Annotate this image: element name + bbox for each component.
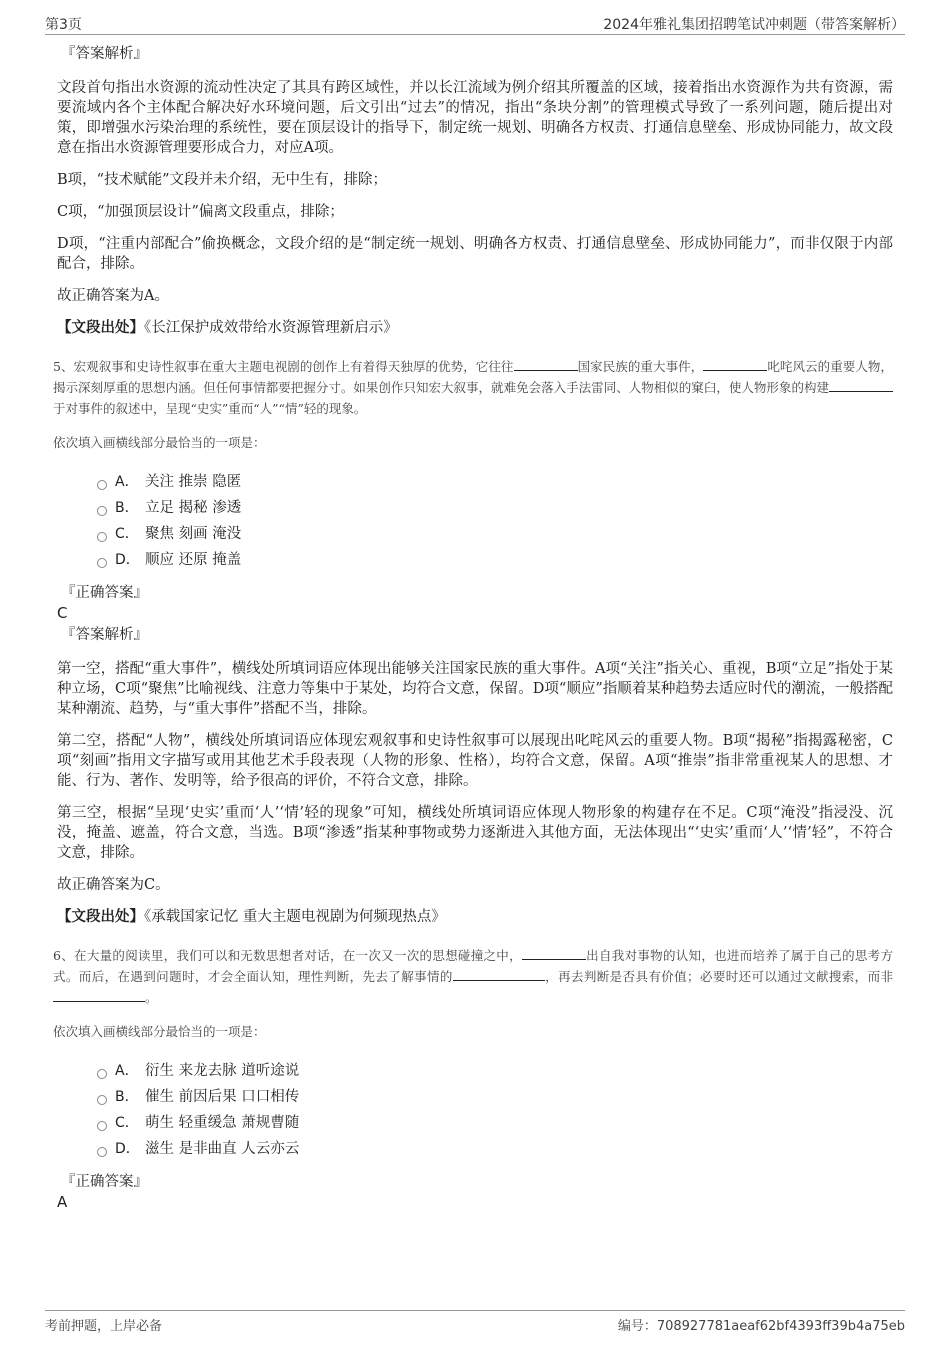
radio-icon[interactable] [97,558,107,568]
q6-options [97,1058,893,1162]
radio-icon[interactable] [97,532,107,542]
fill-blank [829,379,893,392]
correct-answer-label: 『正确答案』 [61,585,148,601]
source-tag: 【文段出处】 [57,319,144,336]
radio-icon[interactable] [97,506,107,516]
radio-icon[interactable] [97,1147,107,1157]
document-title: 2024年雅礼集团招聘笔试冲刺题（带答案解析） [603,17,905,33]
analysis-paragraph: C项，“加强顶层设计”偏离文段重点，排除； [57,204,344,220]
option-b[interactable]: B． 催生 前因后果 口口相传 [97,1084,893,1110]
page-footer [45,1310,905,1339]
source-title: 《长江保护成效带给水资源管理新启示》 [144,320,398,336]
radio-icon[interactable] [97,480,107,490]
page-header [45,14,905,35]
fill-blank [453,968,545,981]
q5-options [97,469,893,573]
option-d[interactable]: D． 顺应 还原 掩盖 [97,547,893,573]
analysis-conclusion: 故正确答案为C。 [57,877,170,893]
analysis-paragraph: B项，“技术赋能”文段并未介绍，无中生有，排除； [57,172,387,188]
analysis-paragraph: 第一空，搭配“重大事件”，横线处所填词语应体现出能够关注国家民族的重大事件。A项“关注”指关心、重视，B项“立足”指处于某种立场，C项“聚焦”比喻视线、注意力等集中于某处，均符合文意，保留。D项“顺应”指顺着某种趋势去适应时代的潮流，一般搭配某种潮流、趋势，与“重大事件”搭配不当，排除。 [57,661,893,717]
question-prompt: 依次填入画横线部分最恰当的一项是： [53,1024,266,1039]
question-5-stem: 5、宏观叙事和史诗性叙事在重大主题电视剧的创作上有着得天独厚的优势，它往往 国家民族的重大事件， 叱咤风云的重要人物，揭示深刻厚重的思想内涵。但任何事情都要把握分寸。如果创作只知宏大叙事，就难免会落入手法雷同、人物相似的窠臼，使人物形象的构建于对事件的叙述中，呈现“史实”重而“人”“情”轻的现象。 [53,359,893,416]
analysis-label: 『答案解析』 [61,46,148,62]
radio-icon[interactable] [97,1069,107,1079]
option-a[interactable]: A． 衍生 来龙去脉 道听途说 [97,1058,893,1084]
question-prompt: 依次填入画横线部分最恰当的一项是： [53,435,266,450]
radio-icon[interactable] [97,1095,107,1105]
source-tag: 【文段出处】 [57,908,144,925]
source-citation [57,907,893,927]
analysis-paragraph: 文段首句指出水资源的流动性决定了其具有跨区域性，并以长江流域为例介绍其所覆盖的区域，接着指出水资源作为共有资源，需要流域内各个主体配合解决好水环境问题，后文引出“过去”的情况，指出“条块分割”的管理模式导致了一系列问题，随后提出对策，即增强水污染治理的系统性，要在顶层设计的指导下，制定统一规划、明确各方权责、打通信息壁垒、形成协同能力，故文段意在指出水资源管理要形成合力，对应A项。 [57,80,893,156]
radio-icon[interactable] [97,1121,107,1131]
fill-blank [53,989,145,1002]
document-id: 编号：708927781aeaf62bf4393ff39b4a75eb [617,1319,905,1334]
option-b[interactable]: B． 立足 揭秘 渗透 [97,495,893,521]
option-c[interactable]: C． 聚焦 刻画 淹没 [97,521,893,547]
page-content [53,44,893,1214]
option-d[interactable]: D． 滋生 是非曲直 人云亦云 [97,1136,893,1162]
page-number: 第3页 [45,17,82,33]
correct-answer: C [57,604,68,622]
source-title: 《承载国家记忆 重大主题电视剧为何频现热点》 [144,909,446,925]
footer-slogan: 考前押题，上岸必备 [45,1319,163,1334]
option-a[interactable]: A． 关注 推崇 隐匿 [97,469,893,495]
option-c[interactable]: C． 萌生 轻重缓急 萧规曹随 [97,1110,893,1136]
fill-blank [703,358,767,371]
analysis-paragraph: 第三空，根据“呈现‘史实’重而‘人’‘情’轻的现象”可知，横线处所填词语应体现人物形象的构建存在不足。C项“淹没”指浸没、沉没，掩盖、遮盖，符合文意，当选。B项“渗透”指某种事物或势力逐渐进入其他方面，无法体现出“‘史实’重而‘人’‘情’轻”，不符合文意，排除。 [57,805,893,861]
fill-blank [522,947,586,960]
analysis-paragraph: 第二空，搭配“人物”，横线处所填词语应体现宏观叙事和史诗性叙事可以展现出叱咤风云的重要人物。B项“揭秘”指揭露秘密，C项“刻画”指用文字描写或用其他艺术手段表现（人物的形象、性格），均符合文意，保留。A项“推崇”指非常重视某人的思想、才能、行为、著作、发明等，给予很高的评价，不符合文意，排除。 [57,733,893,789]
question-6-stem: 6、在大量的阅读里，我们可以和无数思想者对话，在一次又一次的思想碰撞之中， 出自我对事物的认知，也进而培养了属于自己的思考方式。而后，在遇到问题时，才会全面认知，理性判断，先去了解事情的 ，再去判断是否具有价值；必要时还可以通过文献搜索，而非。 [53,948,893,1005]
analysis-paragraph: D项，“注重内部配合”偷换概念，文段介绍的是“制定统一规划、明确各方权责、打通信息壁垒、形成协同能力”，而非仅限于内部配合，排除。 [57,236,893,272]
fill-blank [514,358,578,371]
source-citation [57,318,893,338]
analysis-label: 『答案解析』 [61,627,148,643]
correct-answer: A [57,1193,68,1211]
analysis-conclusion: 故正确答案为A。 [57,288,169,304]
correct-answer-label: 『正确答案』 [61,1174,148,1190]
